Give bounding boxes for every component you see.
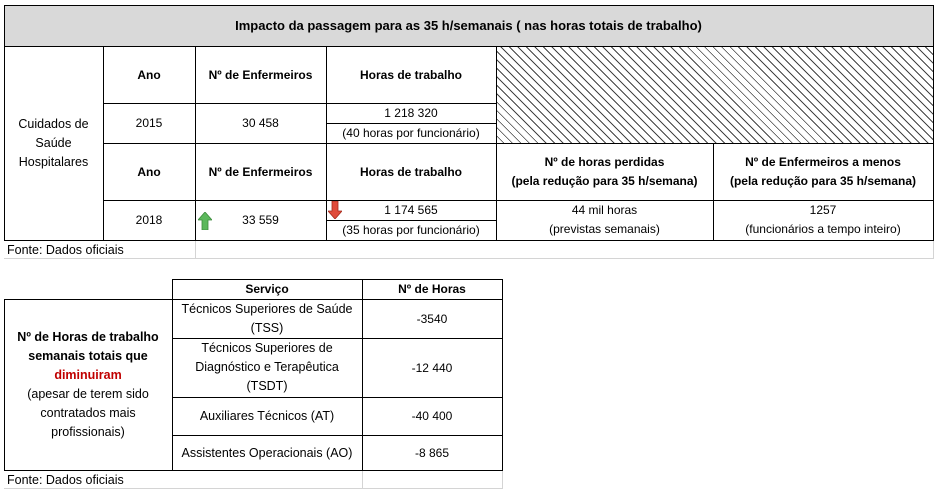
service-row: Técnicos Superiores de Diagnóstico e Terapêutica (TSDT) bbox=[195, 341, 339, 393]
services-row-label: Nº de Horas de trabalho semanais totais que diminuiram (apesar de terem sido contratados mais profissionais) bbox=[17, 329, 159, 439]
cell-horas-note-2018: (35 horas por funcionário) bbox=[342, 223, 480, 237]
header-enfermeiros-2018: Nº de Enfermeiros bbox=[208, 164, 313, 179]
service-hours: -3540 bbox=[416, 311, 448, 326]
cell-horas-2018: 1 174 565 bbox=[384, 203, 438, 217]
header-num-horas: Nº de Horas bbox=[398, 282, 466, 296]
cell-horas-perdidas: 44 mil horas (previstas semanais) bbox=[549, 203, 660, 236]
service-hours: -40 400 bbox=[411, 409, 453, 423]
header-horas-perdidas: Nº de horas perdidas (pela redução para 35 h/semana) bbox=[511, 154, 698, 188]
header-ano-2015: Ano bbox=[137, 67, 161, 82]
service-hours: -12 440 bbox=[411, 360, 453, 375]
cell-horas-2015: 1 218 320 bbox=[384, 106, 438, 120]
cell-enfermeiros-2015: 30 458 bbox=[242, 116, 279, 130]
header-ano-2018: Ano bbox=[137, 164, 161, 179]
header-enfermeiros-menos: Nº de Enfermeiros a menos (pela redução para 35 h/semana) bbox=[729, 154, 917, 188]
cell-enfermeiros-2018: 33 559 bbox=[242, 213, 279, 227]
cell-ano-2018: 2018 bbox=[135, 213, 163, 227]
header-horas-2015: Horas de trabalho bbox=[359, 67, 463, 82]
table-title: Impacto da passagem para as 35 h/semanais ( nas horas totais de trabalho) bbox=[4, 5, 933, 46]
service-row: Técnicos Superiores de Saúde (TSS) bbox=[181, 301, 353, 335]
service-hours: -8 865 bbox=[414, 445, 450, 460]
row-label: Cuidados de Saúde Hospitalares bbox=[18, 116, 89, 169]
cell-ano-2015: 2015 bbox=[135, 116, 163, 130]
cell-horas-note-2015: (40 horas por funcionário) bbox=[342, 126, 480, 140]
service-row: Auxiliares Técnicos (AT) bbox=[199, 409, 335, 423]
header-enfermeiros-2015: Nº de Enfermeiros bbox=[208, 67, 313, 82]
highlight-text: diminuiram bbox=[54, 367, 122, 382]
cell-enfermeiros-menos: 1257 (funcionários a tempo inteiro) bbox=[745, 203, 901, 236]
hatched-empty-area bbox=[496, 46, 933, 143]
header-servico: Serviço bbox=[245, 282, 289, 296]
service-row: Assistentes Operacionais (AO) bbox=[181, 445, 353, 460]
header-horas-2018: Horas de trabalho bbox=[359, 164, 463, 179]
source-note: Fonte: Dados oficiais bbox=[7, 473, 124, 487]
source-note: Fonte: Dados oficiais bbox=[7, 243, 124, 257]
